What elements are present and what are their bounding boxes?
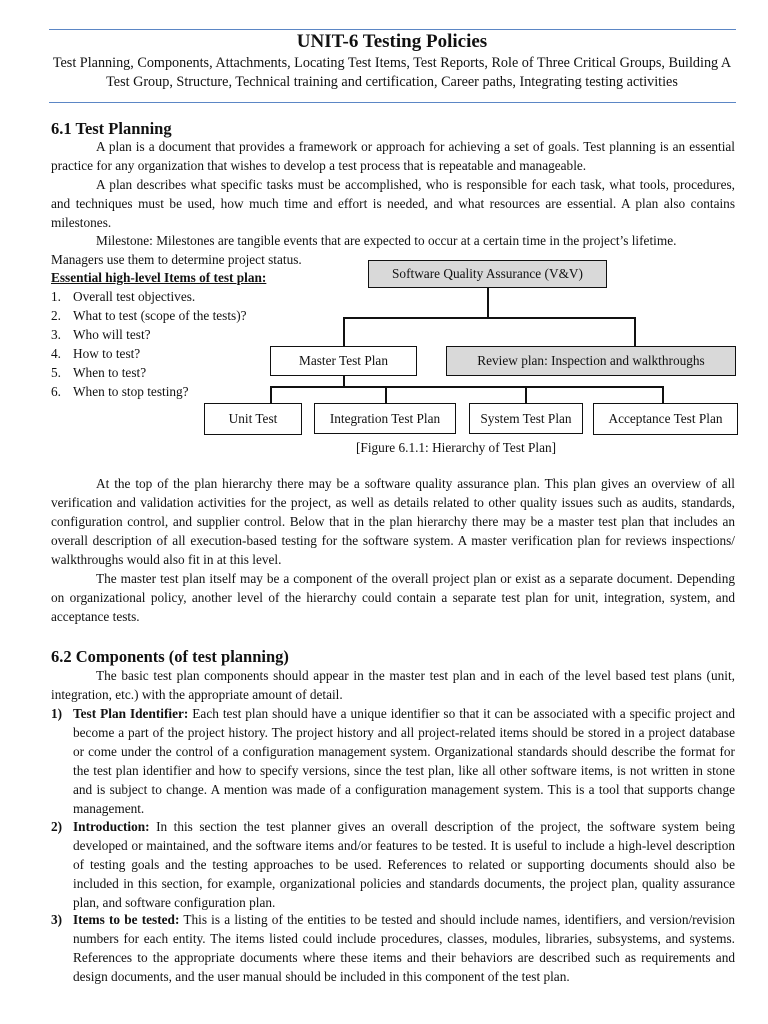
paragraph-plan-description: A plan describes what specific tasks must be accomplished, who is responsible for each task, what tools, procedures, and techniques must be used, how much time and effort is needed, and what resources are essential. A plan also contains milestones.: [51, 177, 735, 230]
paragraph-components-intro: The basic test plan components should appear in the master test plan and in each of the level based test plans (unit, integration, etc.) with the appropriate amount of detail.: [51, 668, 735, 702]
list-item: 2. What to test (scope of the tests)?: [51, 307, 247, 323]
connector-line: [487, 288, 489, 318]
section-heading-test-planning: 6.1 Test Planning: [51, 119, 172, 138]
connector-line: [270, 386, 663, 388]
test-plan-items-list: [51, 288, 247, 401]
list-item: 6. When to stop testing?: [51, 383, 189, 399]
box-acceptance-test-plan: Acceptance Test Plan: [593, 403, 738, 435]
page-title: UNIT-6 Testing Policies: [296, 31, 488, 52]
paragraph-hierarchy-explanation: At the top of the plan hierarchy there may be a software quality assurance plan. This plan gives an overview of all verification and validation activities for the project, as well as details related to other quality issues such as audits, standards, configuration control, and supplier control. Below that in the plan hierarchy there may be a master test plan that includes an overall description of all execution-based testing for the software system. A master verification plan for reviews inspections/ walkthroughs would also fit in at this level.: [51, 476, 735, 567]
figure-caption: [Figure 6.1.1: Hierarchy of Test Plan]: [356, 440, 557, 455]
box-unit-test: Unit Test: [204, 403, 302, 435]
connector-line: [662, 386, 664, 404]
connector-line: [525, 386, 527, 404]
section-heading-components: 6.2 Components (of test planning): [51, 647, 289, 666]
list-item: 4. How to test?: [51, 345, 141, 361]
connector-line: [385, 386, 387, 404]
list-item: 5. When to test?: [51, 364, 147, 380]
header-rule-top: [49, 29, 736, 30]
box-system-test-plan: System Test Plan: [469, 403, 583, 434]
list-heading: Essential high-level Items of test plan:: [51, 270, 267, 285]
page-subtitle: Test Planning, Components, Attachments, Locating Test Items, Test Reports, Role of Three Critical Groups, Building A Test Group, Structure, Technical training and certification, Career paths, Integrating testing activities: [52, 55, 732, 90]
paragraph-milestone-cont: Managers use them to determine project status.: [51, 252, 302, 267]
connector-line: [634, 317, 636, 347]
list-item: 3) Items to be tested: This is a listing of the entities to be tested and should include names, identifiers, and version/revision numbers for each entity. The items listed could include procedures, classes, modules, libraries, subsystems, and systems. References to the appropriate documents where these items and their behaviors are described such as requirements and design documents, and the user manual should be included in this component of the test plan.: [51, 912, 736, 984]
connector-line: [343, 317, 345, 347]
list-item: 2) Introduction: In this section the test planner gives an overall description of the project, the software system being developed or maintained, and the software items and/or features to be tested. It is useful to include a high-level description of testing goals and the testing approaches to be used. References to related or supporting documents should also be included in this section, for example, organizational policies and standards documents, the project plan, quality assurance plan, and software configuration plan.: [51, 819, 735, 910]
box-integration-test-plan: Integration Test Plan: [314, 403, 456, 434]
connector-line: [270, 386, 272, 404]
box-master-test-plan: Master Test Plan: [270, 346, 417, 376]
list-item: 3. Who will test?: [51, 326, 151, 342]
header-rule-bottom: [49, 102, 736, 103]
connector-line: [343, 317, 635, 319]
box-sqa-plan: Software Quality Assurance (V&V): [368, 260, 607, 288]
list-item: 1. Overall test objectives.: [51, 289, 196, 304]
box-review-plan: Review plan: Inspection and walkthroughs: [446, 346, 736, 376]
list-item: 1) Test Plan Identifier: Each test plan should have a unique identifier so that it can be associated with a specific project and become a part of the project history. The project history and all project-related items should be stored in a project database or come under the control of a configuration management system. Organizational standards should describe the format for the test plan identifier and how to specify versions, since the test plan, like all other software items, is not written in stone and is subject to change. A mention was made of a configuration management system. This is a tool that supports change management.: [51, 706, 735, 816]
paragraph-plan-definition: A plan is a document that provides a framework or approach for achieving a set of goals. Test planning is an essential practice for any organization that wishes to develop a test process that is repeatable and manageable.: [51, 139, 735, 173]
paragraph-milestone: Milestone: Milestones are tangible events that are expected to occur at a certain time in the project’s lifetime.: [96, 233, 677, 248]
paragraph-master-test-plan: The master test plan itself may be a component of the overall project plan or exist as a separate document. Depending on organizational policy, another level of the hierarchy could contain a separate test plan for unit, integration, system, and acceptance tests.: [51, 571, 735, 624]
